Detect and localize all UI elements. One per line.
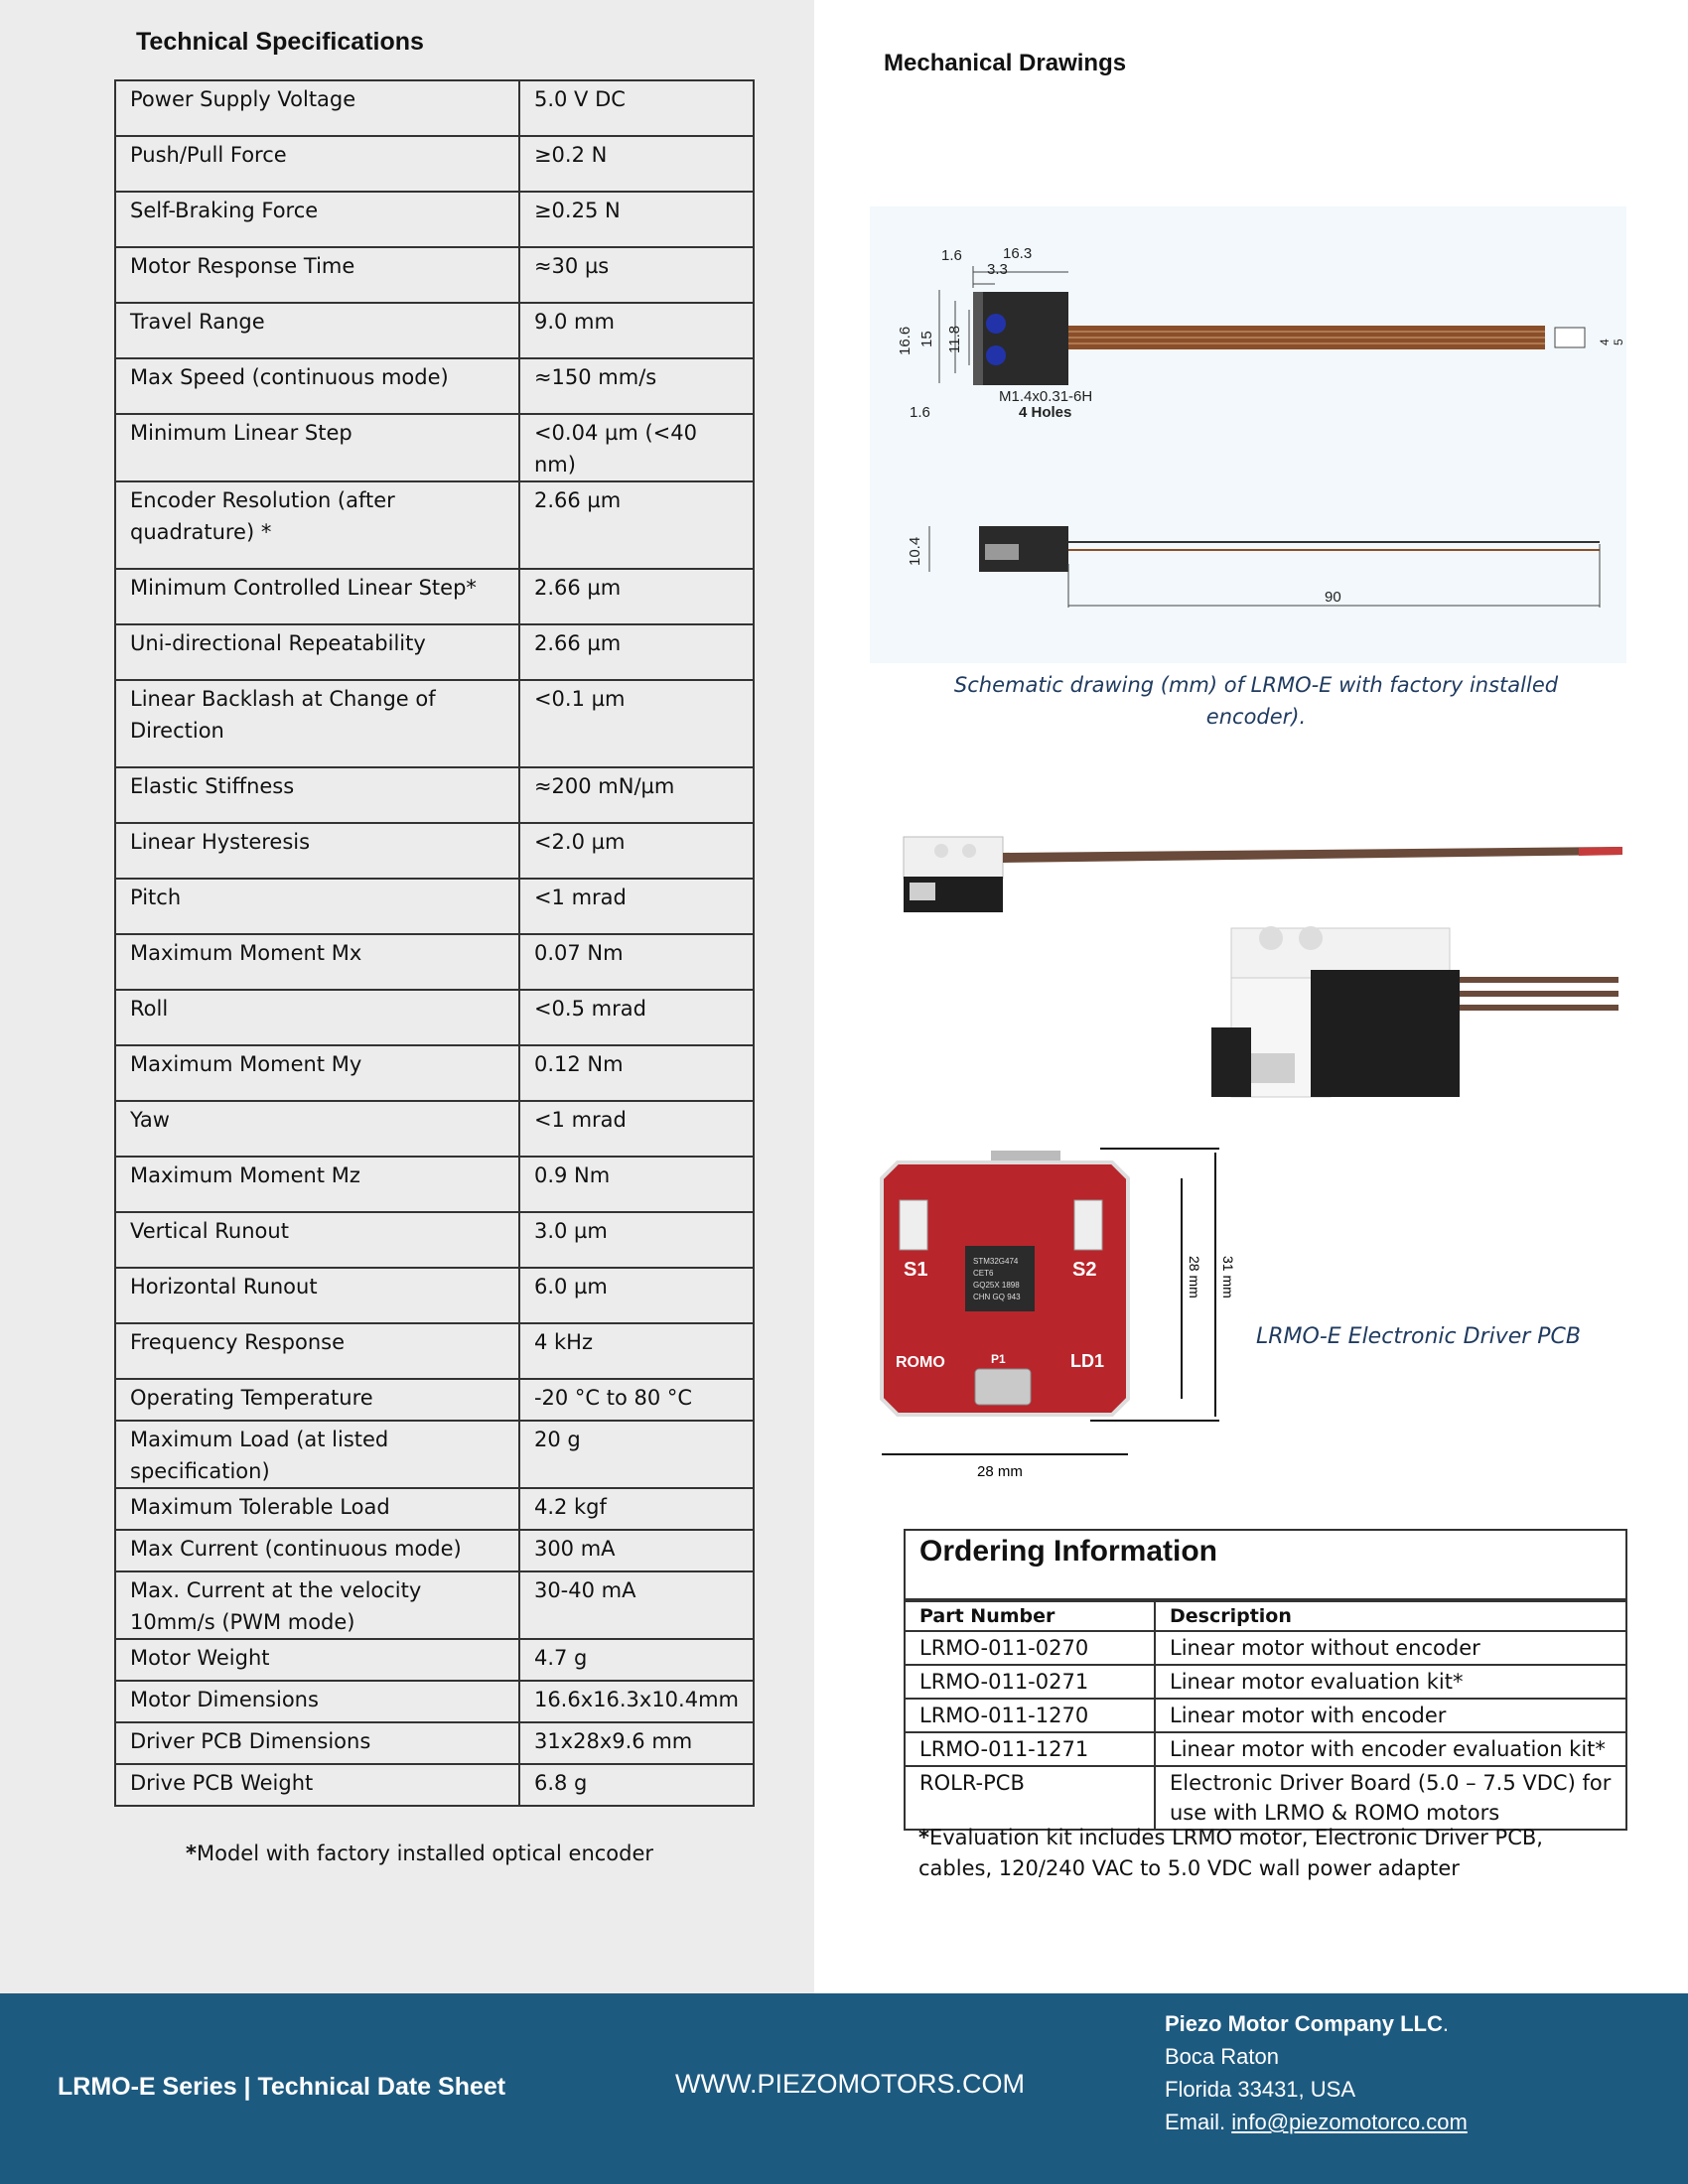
chip-line-2: CET6 [973, 1269, 994, 1278]
spec-label: Max Current (continuous mode) [115, 1530, 519, 1571]
spec-row [115, 1157, 754, 1212]
spec-label: Max Speed (continuous mode) [115, 358, 519, 414]
spec-label: Minimum Controlled Linear Step* [115, 569, 519, 624]
pcb-label-ld1: LD1 [1070, 1351, 1105, 1371]
spec-row [115, 1379, 754, 1421]
spec-value: <0.5 mrad [519, 990, 754, 1045]
motor-front-plate [973, 292, 983, 385]
spec-value: <1 mrad [519, 879, 754, 934]
ordering-row [906, 1732, 1625, 1766]
spec-value: 9.0 mm [519, 303, 754, 358]
spec-label: Linear Hysteresis [115, 823, 519, 879]
spec-footnote [186, 1842, 653, 1865]
ordering-row [906, 1766, 1625, 1829]
part-number: LRMO-011-0271 [906, 1665, 1155, 1699]
spec-value: 3.0 µm [519, 1212, 754, 1268]
footer [0, 1993, 1688, 2184]
schematic-drawing [870, 206, 1626, 663]
spec-value: 6.8 g [519, 1764, 754, 1806]
dim-4: 4 [1598, 339, 1612, 345]
thread-spec: M1.4x0.31-6H [999, 388, 1093, 405]
dim-1-6-bottom: 1.6 [910, 404, 930, 421]
spec-row [115, 1212, 754, 1268]
mechanical-heading: Mechanical Drawings [884, 50, 1127, 76]
company-suffix: . [1442, 2011, 1450, 2036]
spec-value: ≥0.25 N [519, 192, 754, 247]
dim-5: 5 [1612, 339, 1625, 345]
spec-row [115, 879, 754, 934]
pcb-dim-28-horizontal: 28 mm [977, 1463, 1023, 1480]
part-description: Linear motor with encoder evaluation kit* [1155, 1732, 1625, 1766]
spec-value: -20 °C to 80 °C [519, 1379, 754, 1421]
spec-label: Minimum Linear Step [115, 414, 519, 481]
pcb-caption: LRMO-E Electronic Driver PCB [1256, 1324, 1582, 1349]
footer-series-title: LRMO-E Series | Technical Date Sheet [58, 2073, 506, 2101]
pcb-dim-31-vertical: 31 mm [1220, 1256, 1236, 1298]
spec-row [115, 192, 754, 247]
spec-row [115, 80, 754, 136]
mount-hole-lower [986, 345, 1006, 365]
spec-label: Maximum Tolerable Load [115, 1488, 519, 1530]
spec-value: 31x28x9.6 mm [519, 1722, 754, 1764]
company-city: Boca Raton [1165, 2044, 1279, 2069]
spec-label: Max. Current at the velocity 10mm/s (PWM mode) [115, 1571, 519, 1639]
ordering-row [906, 1699, 1625, 1732]
chip-line-4: CHN GQ 943 [973, 1293, 1021, 1301]
dim-16-6: 16.6 [897, 326, 914, 355]
spec-label: Linear Backlash at Change of Direction [115, 680, 519, 767]
spec-row [115, 303, 754, 358]
pcb-label-s2: S2 [1072, 1259, 1097, 1281]
footer-website-link[interactable]: WWW.PIEZOMOTORS.COM [675, 2069, 1025, 2099]
spec-value: ≈30 µs [519, 247, 754, 303]
spec-label: Travel Range [115, 303, 519, 358]
spec-row [115, 1530, 754, 1571]
spec-row [115, 414, 754, 481]
motor-render-with-cable [894, 819, 1628, 918]
spec-label: Yaw [115, 1101, 519, 1157]
pcb-label-p1: P1 [991, 1352, 1006, 1366]
dim-15: 15 [918, 331, 935, 347]
spec-row [115, 1045, 754, 1101]
part-description: Linear motor with encoder [1155, 1699, 1625, 1732]
spec-row [115, 1268, 754, 1323]
spec-row [115, 624, 754, 680]
spec-value: 20 g [519, 1421, 754, 1488]
ordering-title: Ordering Information [906, 1531, 1625, 1600]
part-description: Linear motor without encoder [1155, 1631, 1625, 1665]
spec-row [115, 1722, 754, 1764]
spec-label: Maximum Moment Mx [115, 934, 519, 990]
spec-label: Self-Braking Force [115, 192, 519, 247]
spec-label: Driver PCB Dimensions [115, 1722, 519, 1764]
dim-11-8: 11.8 [946, 325, 963, 353]
spec-label: Maximum Moment Mz [115, 1157, 519, 1212]
pcb-dim-28-vertical: 28 mm [1187, 1256, 1202, 1298]
chip-line-1: STM32G474 [973, 1257, 1019, 1266]
usb-connector [975, 1369, 1031, 1405]
pcb-label-romo: ROMO [896, 1354, 945, 1371]
company-state: Florida 33431, USA [1165, 2077, 1355, 2102]
spec-value: ≈150 mm/s [519, 358, 754, 414]
spec-row [115, 1571, 754, 1639]
part-number: LRMO-011-1271 [906, 1732, 1155, 1766]
pcb-drawing [874, 1147, 1251, 1484]
ordering-row [906, 1631, 1625, 1665]
email-label: Email. [1165, 2110, 1232, 2134]
motor-top-view [973, 292, 1068, 385]
ordering-information-box [904, 1529, 1627, 1831]
ordering-note [918, 1823, 1614, 1884]
part-number: ROLR-PCB [906, 1766, 1155, 1829]
spec-value: <0.1 µm [519, 680, 754, 767]
dim-3-3: 3.3 [987, 261, 1008, 278]
spec-row [115, 136, 754, 192]
col-part-number: Part Number [906, 1601, 1155, 1631]
spec-value: 2.66 µm [519, 569, 754, 624]
note-star: * [918, 1826, 929, 1849]
spec-label: Uni-directional Repeatability [115, 624, 519, 680]
spec-label: Frequency Response [115, 1323, 519, 1379]
spec-row [115, 1101, 754, 1157]
chip-line-3: GQ25X 1898 [973, 1281, 1020, 1290]
spec-value: 4 kHz [519, 1323, 754, 1379]
spec-label: Maximum Load (at listed specification) [115, 1421, 519, 1488]
pcb-label-s1: S1 [904, 1259, 928, 1281]
spec-row [115, 1764, 754, 1806]
spec-table [114, 79, 755, 1807]
spec-row [115, 1639, 754, 1681]
spec-row [115, 1421, 754, 1488]
spec-value: ≥0.2 N [519, 136, 754, 192]
spec-value: <1 mrad [519, 1101, 754, 1157]
spec-value: 5.0 V DC [519, 80, 754, 136]
spec-label: Motor Weight [115, 1639, 519, 1681]
spec-row [115, 358, 754, 414]
spec-label: Motor Response Time [115, 247, 519, 303]
spec-row [115, 823, 754, 879]
spec-value: 4.7 g [519, 1639, 754, 1681]
dim-10-4: 10.4 [907, 536, 923, 566]
spec-row [115, 569, 754, 624]
spec-label: Vertical Runout [115, 1212, 519, 1268]
spec-value: 2.66 µm [519, 481, 754, 569]
spec-label: Encoder Resolution (after quadrature) * [115, 481, 519, 569]
footer-company-info [1165, 2007, 1468, 2138]
spec-row [115, 934, 754, 990]
spec-label: Power Supply Voltage [115, 80, 519, 136]
dim-16-3: 16.3 [1003, 245, 1033, 262]
spec-value: 0.9 Nm [519, 1157, 754, 1212]
dim-1-6-top: 1.6 [941, 247, 962, 264]
spec-row [115, 1681, 754, 1722]
spec-row [115, 990, 754, 1045]
spec-row [115, 481, 754, 569]
spec-value: 300 mA [519, 1530, 754, 1571]
spec-value: <2.0 µm [519, 823, 754, 879]
spec-value: 16.6x16.3x10.4mm [519, 1681, 754, 1722]
part-description: Linear motor evaluation kit* [1155, 1665, 1625, 1699]
ordering-header-row [906, 1601, 1625, 1631]
holes-count: 4 Holes [1019, 404, 1072, 421]
spec-heading: Technical Specifications [136, 28, 424, 56]
mcu-chip [965, 1246, 1035, 1311]
ordering-table [906, 1600, 1625, 1829]
motor-render-closeup [1211, 918, 1618, 1107]
spec-label: Pitch [115, 879, 519, 934]
spec-row [115, 1323, 754, 1379]
mount-hole-upper [986, 314, 1006, 334]
schematic-caption: Schematic drawing (mm) of LRMO-E with factory installed encoder). [953, 673, 1559, 729]
email-link[interactable]: info@piezomotorco.com [1231, 2110, 1468, 2134]
spec-label: Roll [115, 990, 519, 1045]
spec-label: Operating Temperature [115, 1379, 519, 1421]
spec-label: Elastic Stiffness [115, 767, 519, 823]
dim-90: 90 [1325, 589, 1341, 606]
spec-row [115, 1488, 754, 1530]
spec-value: ≈200 mN/µm [519, 767, 754, 823]
part-number: LRMO-011-1270 [906, 1699, 1155, 1732]
footnote-text: Model with factory installed optical encoder [196, 1842, 654, 1865]
col-description: Description [1155, 1601, 1625, 1631]
spec-value: 6.0 µm [519, 1268, 754, 1323]
spec-value: <0.04 µm (<40 nm) [519, 414, 754, 481]
spec-value: 2.66 µm [519, 624, 754, 680]
schematic-drawing-box [870, 206, 1626, 663]
spec-label: Push/Pull Force [115, 136, 519, 192]
spec-value: 4.2 kgf [519, 1488, 754, 1530]
footnote-star: * [186, 1842, 197, 1865]
company-name: Piezo Motor Company LLC [1165, 2011, 1443, 2036]
note-text: Evaluation kit includes LRMO motor, Electronic Driver PCB, cables, 120/240 VAC to 5.0 VDC wall power adapter [918, 1826, 1543, 1880]
spec-label: Maximum Moment My [115, 1045, 519, 1101]
part-description: Electronic Driver Board (5.0 – 7.5 VDC) for use with LRMO & ROMO motors [1155, 1766, 1625, 1829]
spec-row [115, 767, 754, 823]
spec-value: 0.12 Nm [519, 1045, 754, 1101]
spec-label: Drive PCB Weight [115, 1764, 519, 1806]
part-number: LRMO-011-0270 [906, 1631, 1155, 1665]
spec-row [115, 680, 754, 767]
spec-label: Horizontal Runout [115, 1268, 519, 1323]
spec-label: Motor Dimensions [115, 1681, 519, 1722]
spec-value: 0.07 Nm [519, 934, 754, 990]
ordering-row [906, 1665, 1625, 1699]
spec-value: 30-40 mA [519, 1571, 754, 1639]
spec-row [115, 247, 754, 303]
